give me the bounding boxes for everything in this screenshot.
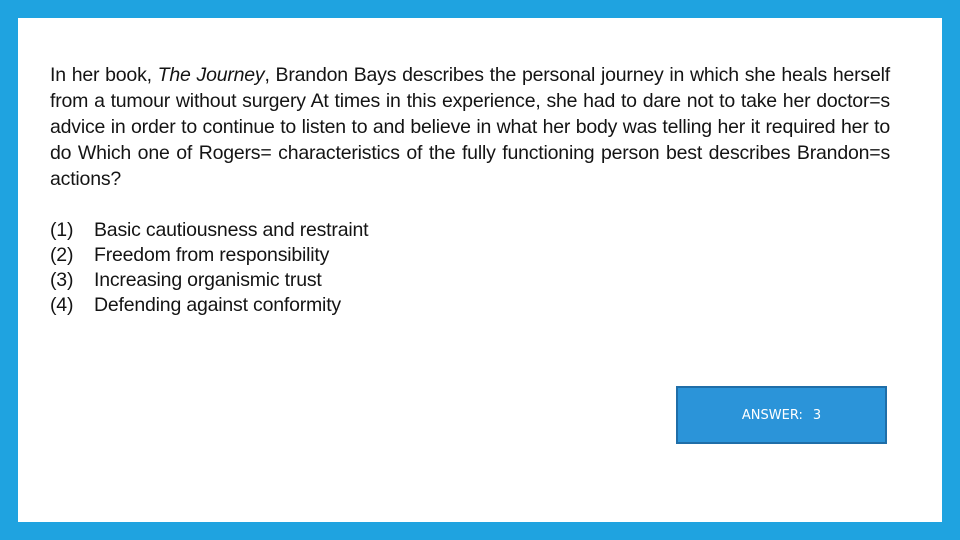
answer-value: 3: [812, 407, 822, 423]
option-text: Freedom from responsibility: [94, 244, 330, 266]
option-number: (2): [50, 244, 74, 266]
slide: [18, 18, 942, 522]
option-4: [50, 293, 368, 318]
question-text: [50, 62, 890, 192]
option-3: [50, 268, 368, 293]
option-text: Basic cautiousness and restraint: [94, 219, 369, 241]
option-text: Defending against conformity: [94, 294, 341, 316]
option-number: (1): [50, 219, 74, 241]
option-number: (3): [50, 269, 74, 291]
question-intro: In her book,: [50, 64, 158, 86]
answer-box[interactable]: [676, 386, 887, 444]
answer-label: ANSWER:: [741, 407, 803, 423]
option-text: Increasing organismic trust: [94, 269, 322, 291]
answer-options: [50, 218, 368, 318]
question-body: , Brandon Bays describes the personal journey in which she heals herself from a tumour without surgery At times in this experience, she had to dare not to take her doctor=s advice in order to continue to listen to and believe in what her body was telling her it required her to do Which one of Rogers= characteristics of the fully functioning person best describes Brandon=s actions?: [50, 64, 890, 190]
book-title: The Journey: [157, 64, 265, 86]
option-2: [50, 243, 368, 268]
option-number: (4): [50, 294, 74, 316]
option-1: [50, 218, 368, 243]
